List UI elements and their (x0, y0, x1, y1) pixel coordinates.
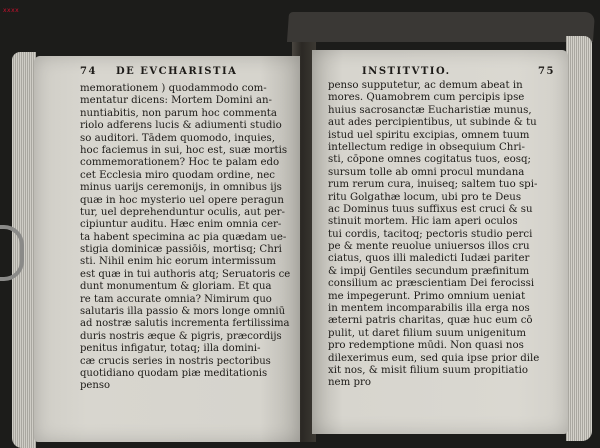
text-line: est quæ in tui authoris atq; Seruatoris ce (80, 268, 291, 280)
text-line: stinuit mortem. Hic iam aperi oculos (328, 216, 518, 228)
text-line: ta habent specimina ac pia quædam ue- (80, 231, 287, 243)
left-page-text (80, 83, 293, 393)
text-line: ad nostræ salutis incrementa fertilissima (80, 318, 290, 330)
text-line: sti, cōpone omnes cogitatus tuos, eosq; (328, 154, 531, 166)
text-line: tur, uel deprehenduntur oculis, aut per- (80, 206, 285, 218)
text-line: consilium ac præscientiam Dei ferocissi (328, 278, 535, 290)
text-line: xit nos, & misit filium suum propitiatio (328, 364, 529, 376)
text-line: nuntiabitis, non parum hoc commenta (80, 107, 277, 119)
text-line: memorationem ) quodammodo com- (80, 83, 267, 94)
left-running-head: DE EVCHARISTIA (116, 66, 238, 77)
left-page-number: 74 (80, 66, 97, 77)
text-line: sti. Nihil enim hic eorum intermissum (80, 256, 276, 268)
text-line: intellectum redige in obsequium Chri- (328, 141, 525, 153)
text-line: in mentem incomparabilis illa erga nos (328, 303, 530, 315)
text-line: & impij Gentiles secundum præfinitum (328, 265, 530, 277)
text-line: commemorationem? Hoc te palam edo (80, 157, 280, 169)
right-running-head: INSTITVTIO. (362, 66, 451, 77)
text-line: tui cordis, tacitoq; pectoris studio perci (328, 228, 533, 240)
text-line: minus uarijs ceremonijs, in omnibus ijs (80, 182, 282, 194)
text-line: penso (80, 380, 111, 392)
text-line: riolo adferens lucis & adiumenti studio (80, 120, 282, 132)
text-line: cet Ecclesia miro quodam ordine, nec (80, 169, 276, 181)
open-book (6, 12, 594, 442)
text-line: re tam accurate omnia? Nimirum quo (80, 293, 272, 305)
text-line: quotidiano quodam piæ meditationis (80, 367, 268, 379)
text-line: istud uel spiritu excipias, omnem tuum (328, 129, 530, 141)
text-line: mentatur dicens: Mortem Domini an- (80, 95, 272, 107)
text-line: ciatus, quos illi maledicti Iudæi pariter (328, 253, 530, 265)
right-page-number: 75 (538, 66, 555, 77)
text-line: so auditori. Tādem quomodo, inquies, (80, 132, 275, 144)
text-line: duris nostris æque & pigris, præcordijs (80, 330, 282, 342)
text-line: me impegerunt. Primo omnium ueniat (328, 290, 526, 302)
text-line: ritu Golgathæ locum, ubi pro te Deus (328, 191, 522, 203)
text-line: ac Dominus tuus suffixus est cruci & su (328, 203, 533, 215)
text-line: pulit, ut daret filium suum unigenitum (328, 327, 526, 339)
text-line: penso supputetur, ac demum abeat in (328, 80, 523, 91)
text-line: pe & mente reuolue uniuersos illos cru (328, 241, 530, 253)
right-page-text (328, 80, 539, 390)
corner-tag: xxxx (3, 7, 20, 14)
text-line: penitus infigatur, totaq; illa domini- (80, 343, 261, 355)
text-line: cipiuntur auditu. Hæc enim omnia cer- (80, 219, 282, 231)
text-line: stigia dominicæ passiōis, mortisq; Chri (80, 244, 282, 256)
text-line: dilexerimus eum, sed quia ipse prior dile (328, 352, 540, 364)
text-line: hoc faciemus in sui, hoc est, suæ mortis (80, 144, 288, 156)
text-line: quæ in hoc mysterio uel opere peragun (80, 194, 284, 206)
text-line: nem pro (328, 377, 372, 389)
book-cover-top (287, 12, 595, 42)
text-line: rum rerum cura, inuiseq; saltem tuo spi- (328, 179, 538, 191)
text-line: mores. Quamobrem cum percipis ipse (328, 92, 525, 104)
text-line: æterni patris charitas, quæ huc eum cō (328, 315, 533, 327)
left-page (34, 56, 300, 442)
right-page-edges (566, 36, 592, 441)
text-line: dunt monumentum & gloriam. Et qua (80, 281, 272, 293)
text-line: aut ades percipientibus, ut subinde & tu (328, 117, 537, 129)
text-line: sursum tolle ab omni procul mundana (328, 166, 525, 178)
text-line: pro redemptione mūdi. Non quasi nos (328, 340, 524, 352)
text-line: huius sacrosanctæ Eucharistiæ munus, (328, 104, 532, 116)
right-page (312, 50, 568, 434)
text-line: cæ crucis series in nostris pectoribus (80, 355, 271, 367)
text-line: salutaris illa passio & mors longe omniū (80, 306, 286, 318)
